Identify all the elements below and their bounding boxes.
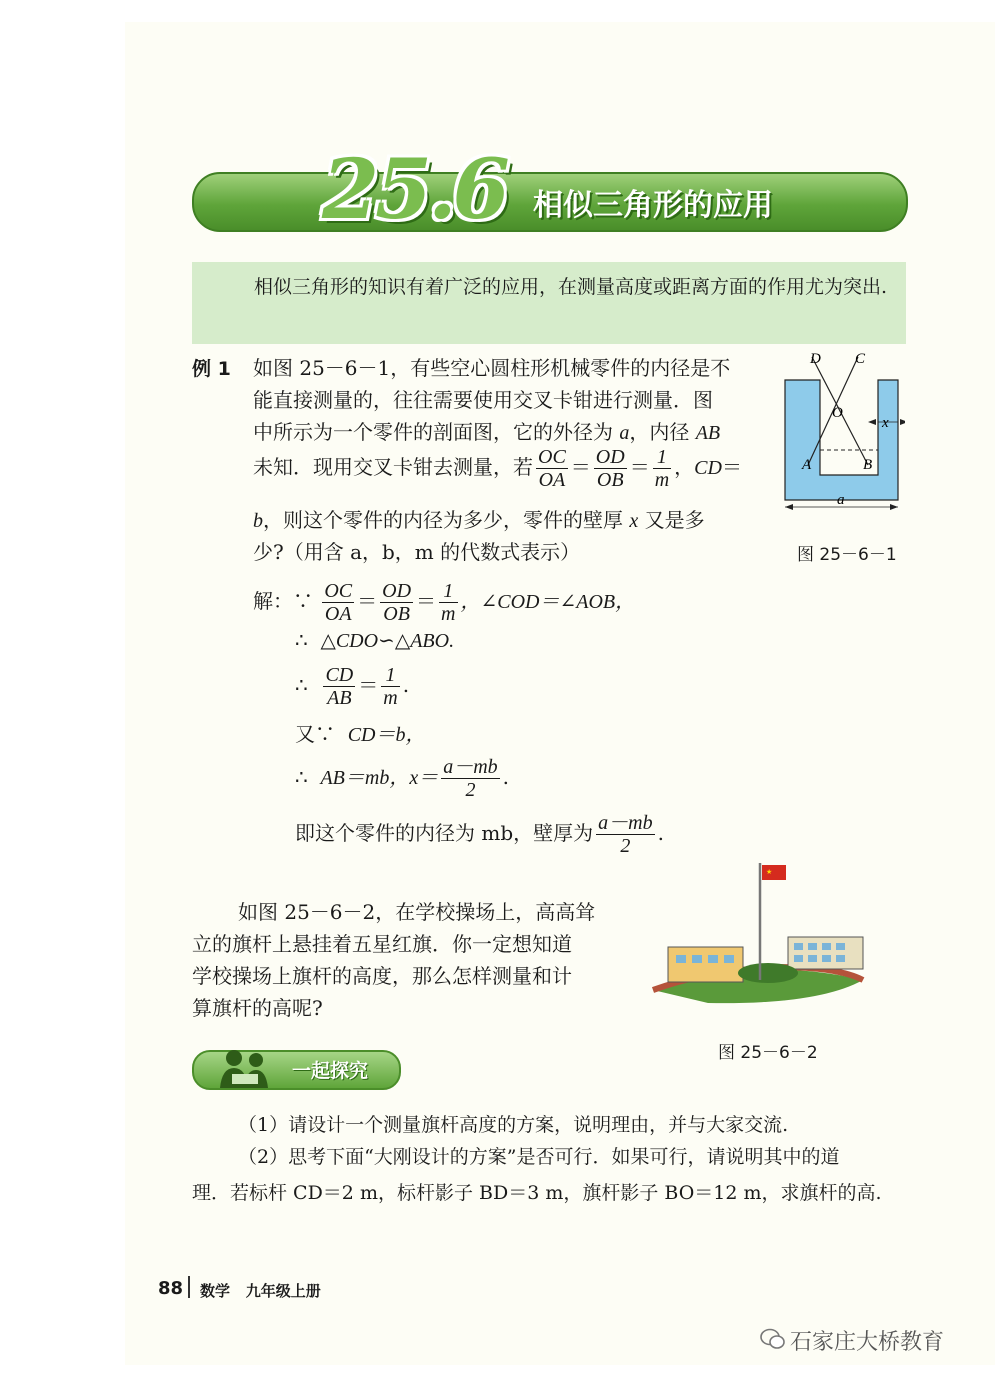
- label-B: B: [863, 457, 873, 473]
- label-a: a: [837, 492, 845, 508]
- example-line-6: 少?（用含 a，b，m 的代数式表示）: [253, 540, 581, 564]
- solution-line-1: 解：∵ $\frac{OC}{OA}$ ＝ $\frac{OD}{OB}$ ＝ $\frac{1}{m}$ ，∠COD＝∠AOB，: [253, 580, 636, 625]
- inquiry-q2-line2: 理．若标杆 CD＝2 m，标杆影子 BD＝3 m，旗杆影子 BO＝12 m，求旗杆的高.: [192, 1182, 882, 1204]
- solution-conclusion: 即这个零件的内径为 mb，壁厚为 $\frac{a-mb}{2}$ .: [295, 812, 664, 857]
- inquiry-tag: [192, 1046, 399, 1090]
- inquiry-label: 一起探究: [292, 1060, 369, 1082]
- label-x: x: [882, 415, 889, 431]
- intro-text: 相似三角形的知识有着广泛的应用，在测量高度或距离方面的作用尤为突出.: [254, 276, 888, 298]
- label-O: O: [832, 405, 843, 421]
- footer-subject: 数学 九年级上册: [200, 1282, 321, 1300]
- example-line-1: 如图 25－6－1，有些空心圆柱形机械零件的内径是不: [253, 356, 731, 380]
- example-line-4: 未知．现用交叉卡钳去测量，若 $\frac{OC}{OA}$ ＝ $\frac{OD}{OB}$ ＝ $\frac{1}{m}$ ，CD＝: [253, 446, 742, 491]
- example-label: 例 1: [192, 358, 231, 380]
- example-line-5: b，则这个零件的内径为多少，零件的壁厚 x 又是多: [253, 508, 705, 532]
- section-number: 25.6: [322, 142, 506, 238]
- people-icon: [210, 1046, 280, 1090]
- label-D: D: [810, 351, 821, 367]
- solution-line-3: ∴ $\frac{CD}{AB}$ ＝ $\frac{1}{m}$ .: [295, 664, 410, 709]
- flag-line-2: 立的旗杆上悬挂着五星红旗．你一定想知道: [192, 932, 572, 956]
- figure2-caption: 图 25－6－2: [718, 1043, 818, 1063]
- flag-line-3: 学校操场上旗杆的高度，那么怎样测量和计: [192, 964, 572, 988]
- label-A: A: [802, 457, 812, 473]
- example-line-2: 能直接测量的，往往需要使用交叉卡钳进行测量．图: [253, 388, 713, 412]
- example-line-3: 中所示为一个零件的剖面图，它的外径为 a，内径 AB: [253, 420, 721, 444]
- flag-line-4: 算旗杆的高呢?: [192, 996, 323, 1020]
- page-number: 88: [158, 1278, 184, 1299]
- intro-box: [192, 262, 906, 344]
- footer-divider: [188, 1276, 190, 1298]
- figure1-caption: 图 25－6－1: [797, 545, 897, 565]
- label-C: C: [855, 351, 866, 367]
- inquiry-q1: （1）请设计一个测量旗杆高度的方案，说明理由，并与大家交流.: [238, 1114, 789, 1136]
- solution-line-4: 又∵ CD＝b，: [295, 722, 426, 746]
- inquiry-q2-line1: （2）思考下面“大刚设计的方案”是否可行．如果可行，请说明其中的道: [238, 1146, 840, 1168]
- section-title: 相似三角形的应用: [533, 188, 773, 223]
- svg-text:★: ★: [766, 868, 773, 876]
- caliper-figure: [780, 345, 905, 520]
- solution-line-2: ∴ △CDO∽△ABO.: [295, 628, 455, 652]
- solution-line-5: ∴ AB＝mb，x＝ $\frac{a-mb}{2}$ .: [295, 756, 510, 801]
- wechat-icon: [760, 1327, 786, 1351]
- watermark-text: 石家庄大桥教育: [790, 1330, 945, 1355]
- flag-line-1: 如图 25－6－2，在学校操场上，高高耸: [238, 900, 596, 924]
- schoolyard-figure: [648, 855, 878, 1005]
